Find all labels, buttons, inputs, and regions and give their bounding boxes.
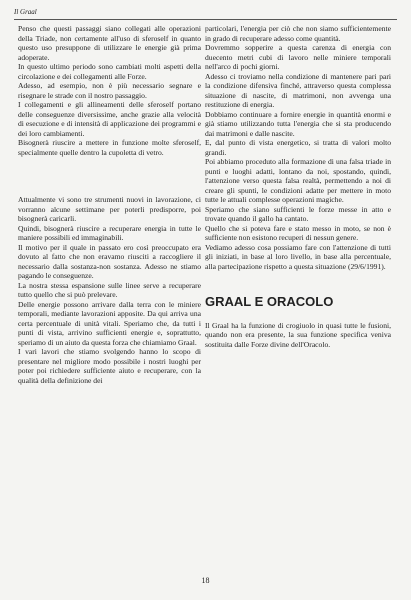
paragraph: I collegamenti e gli allineamenti delle sferoself portano delle conseguenze diversissime, anche grazie alla velocità di esecuzione e di intensità di applicazione dei programmi e dei loro cambiamenti. (18, 100, 201, 138)
header-rule (14, 19, 397, 20)
paragraph: I vari lavori che stiamo svolgendo hanno lo scopo di presentare nel migliore modo possibile i nostri luoghi per poter poi richiedere sufficiente aiuto e recuperare, con la qualità della definizione dei (18, 347, 201, 385)
paragraph: Poi abbiamo proceduto alla formazione di una falsa triade in punti e luoghi adatti, lontano da noi, spostando, quindi, l'attenzione verso questa falsa realtà, permettendo a noi di creare gli spunti, le condizioni adatte per mettere in moto tutte le attuali complesse operazioni magiche. (205, 157, 391, 204)
paragraph: Quello che si poteva fare e stato messo in moto, se non è sufficiente non esistono recuperi di nessun genere. (205, 223, 391, 242)
paragraph: Adesso ci troviamo nella condizione di mantenere pari pari la condizione difensiva finché, attraverso questa complessa situazione di nascite, di matrimoni, non avvenga una restituzione di energia. (205, 71, 391, 109)
paragraph: Il Graal ha la funzione di crogiuolo in quasi tutte le fusioni, quando non era presente, la sua funzione specifica veniva sostituita dalle Forze divine dell'Oracolo. (205, 320, 391, 349)
paragraph: Dobbiamo continuare a fornire energie in quantità enormi e già stiamo utilizzando tutta l'energia che si sta producendo dai matrimoni e dalle nascite. (205, 109, 391, 138)
section-heading: GRAAL E ORACOLO (205, 294, 334, 309)
paragraph: La nostra stessa espansione sulle linee serve a recuperare tutto quello che si può prelevare. (18, 280, 201, 299)
paragraph: E, dal punto di vista energetico, si tratta di valori molto grandi. (205, 138, 391, 157)
paragraph: Quindi, bisognerà riuscire a recuperare energia in tutte le maniere possibili ed immaginabili. (18, 223, 201, 242)
paragraph: In questo ultimo periodo sono cambiati molti aspetti della circolazione e dei collegamenti alle Forze. (18, 62, 201, 81)
paragraph: Vediamo adesso cosa possiamo fare con l'attenzione di tutti gli iniziati, in base al loro livello, in base alla percentuale, alla partecipazione rispetto a questa situazione (29/6/1991). (205, 242, 391, 271)
right-column (205, 24, 391, 349)
paragraph: Attualmente vi sono tre strumenti nuovi in lavorazione, ci vorranno alcune settimane per poterli predisporre, poi bisognerà caricarli. (18, 195, 201, 223)
paragraph: particolari, l'energia per ciò che non siamo sufficientemente in grado di recuperare adesso come quantità. (205, 24, 391, 43)
paragraph: Bisognerà riuscire a mettere in funzione molte sferoself, specialmente quelle dentro la cupoletta di vetro. (18, 138, 201, 157)
left-column (18, 24, 201, 385)
paragraph: Il motivo per il quale in passato ero così preoccupato era dovuto al fatto che non eravamo riusciti a raccogliere il necessario dalla sostanza-non sostanza. Adesso ne stiamo pagando le conseguenze. (18, 242, 201, 280)
paragraph-gap (18, 157, 201, 195)
page-number: 18 (201, 576, 210, 585)
paragraph: Speriamo che siano sufficienti le forze messe in atto e trovate quando il gallo ha cantato. (205, 204, 391, 223)
running-header: Il Graal (14, 8, 37, 16)
paragraph: Delle energie possono arrivare dalla terra con le miniere temporali, mediante lavorazioni apposite. Da qui arriva una certa percentuale di unità vitali. Speriamo che, da tutti i punti di vista, arrivino sufficienti energie e, soprattutto, speriamo di un aiuto da questa forza che chiamiamo Graal. (18, 299, 201, 347)
paragraph: Penso che questi passaggi siano collegati alle operazioni della Triade, non certamente all'uso di sferoself in quanto questo uso presuppone di utilizzare le energie già prima adoperate. (18, 24, 201, 62)
paragraph: Adesso, ad esempio, non è più necessario segnare e risegnare le strade con il nostro passaggio. (18, 81, 201, 100)
paragraph: Dovremmo sopperire a questa carenza di energia con duecento metri cubi di lavoro nelle miniere temporali nell'arco di pochi giorni. (205, 43, 391, 71)
